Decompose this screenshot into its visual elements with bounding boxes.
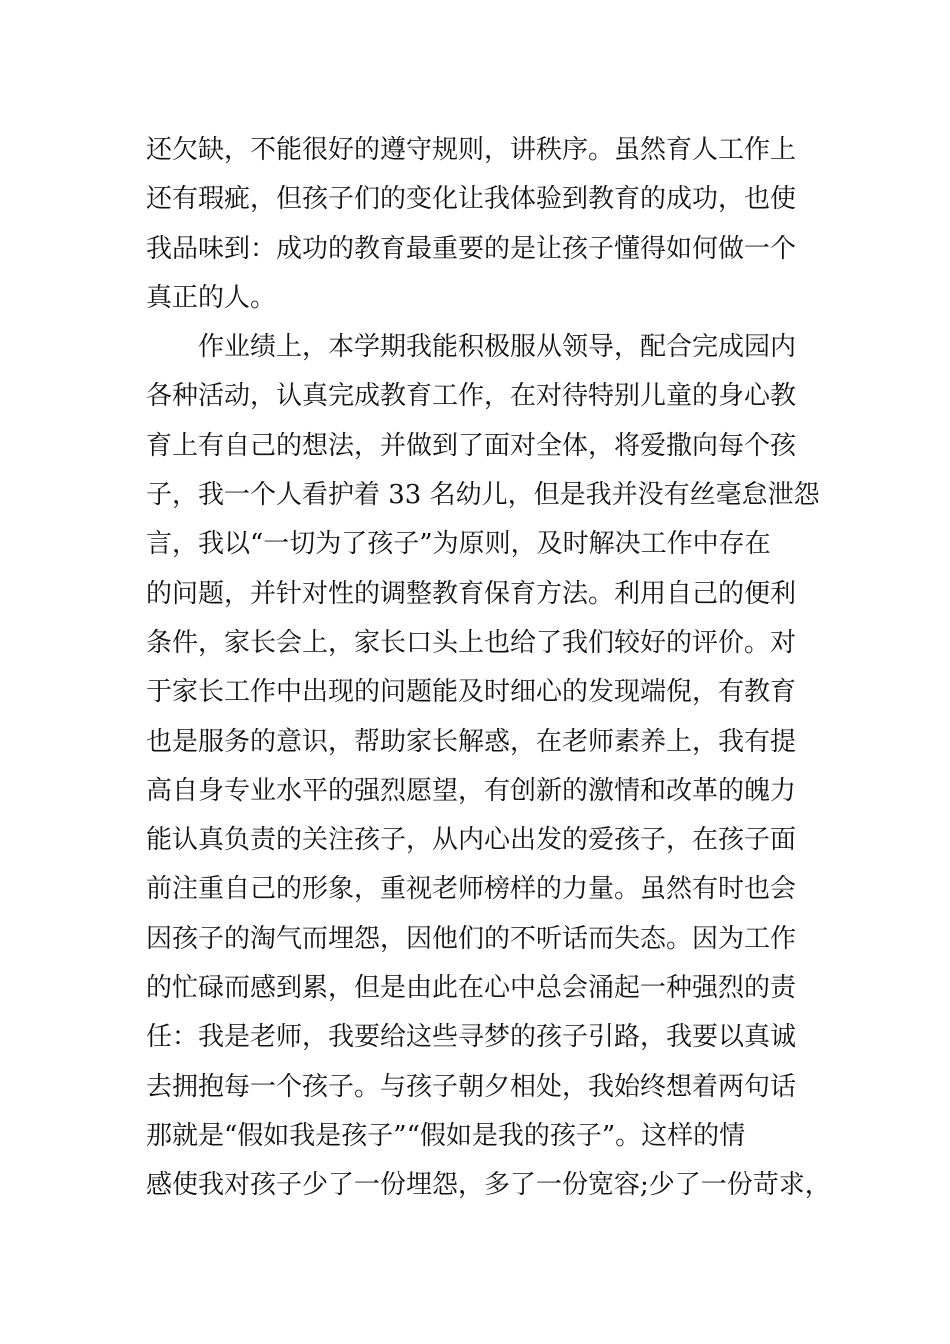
text-line: 去拥抱每一个孩子。与孩子朝夕相处，我始终想着两句话 (146, 1071, 797, 1102)
text-line: 子，我一个人看护着 33 名幼儿，但是我并没有丝毫怠泄怨 (146, 480, 820, 511)
text-line: 还有瑕疵，但孩子们的变化让我体验到教育的成功，也使 (146, 184, 797, 215)
text-line: 感使我对孩子少了一份埋怨，多了一份宽容;少了一份苛求， (146, 1170, 831, 1201)
text-line: 能认真负责的关注孩子，从内心出发的爱孩子，在孩子面 (146, 825, 797, 856)
text-line: 因孩子的淘气而埋怨，因他们的不听话而失态。因为工作 (146, 923, 797, 954)
text-line: 的忙碌而感到累，但是由此在心中总会涌起一种强烈的责 (146, 973, 797, 1004)
text-line: 高自身专业水平的强烈愿望，有创新的激情和改革的魄力 (146, 775, 797, 806)
text-line: 的问题，并针对性的调整教育保育方法。利用自己的便利 (146, 578, 797, 609)
text-line: 前注重自己的形象，重视老师榜样的力量。虽然有时也会 (146, 874, 797, 905)
text-line: 任：我是老师，我要给这些寻梦的孩子引路，我要以真诚 (146, 1022, 797, 1053)
text-line: 还欠缺，不能很好的遵守规则，讲秩序。虽然育人工作上 (146, 135, 797, 165)
text-line: 于家长工作中出现的问题能及时细心的发现端倪，有教育 (146, 677, 797, 708)
text-line: 各种活动，认真完成教育工作，在对待特别儿童的身心教 (146, 381, 797, 412)
document-body (146, 126, 831, 1211)
text-line: 真正的人。 (146, 282, 277, 313)
paragraph-first-line: 作业绩上，本学期我能积极服从领导，配合完成园内 (198, 332, 797, 363)
text-line: 那就是“假如我是孩子”“假如是我的孩子”。这样的情 (146, 1120, 746, 1151)
text-line: 也是服务的意识，帮助家长解惑，在老师素养上，我有提 (146, 726, 797, 757)
text-line: 我品味到：成功的教育最重要的是让孩子懂得如何做一个 (146, 233, 797, 264)
text-line: 育上有自己的想法，并做到了面对全体，将爱撒向每个孩 (146, 430, 797, 461)
text-line: 言，我以“一切为了孩子”为原则，及时解决工作中存在 (146, 529, 771, 560)
text-line: 条件，家长会上，家长口头上也给了我们较好的评价。对 (146, 627, 797, 658)
